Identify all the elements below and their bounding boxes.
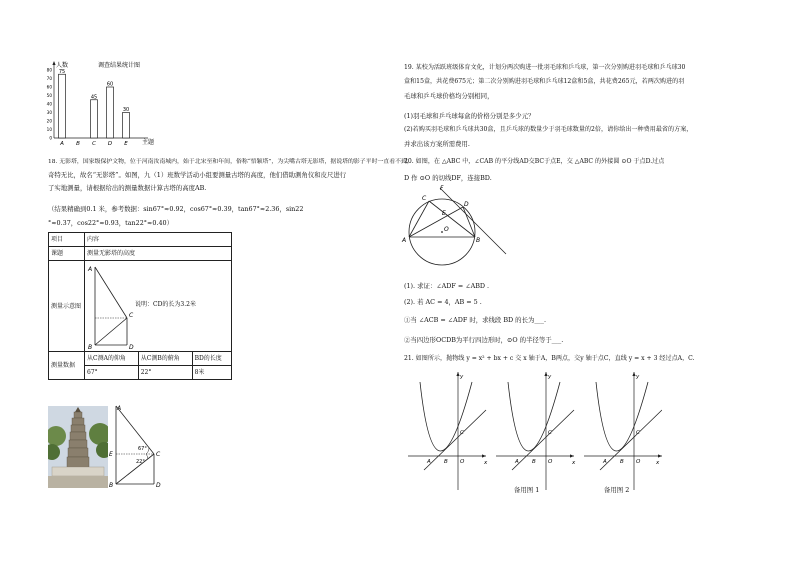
table-cell-angle-a-value: 67° bbox=[85, 366, 139, 380]
table-cell-angle-b-label: 从C测B的俯角 bbox=[138, 352, 192, 366]
table-cell-angle-a-label: 从C测A的仰角 bbox=[85, 352, 139, 366]
table-row-diagram-cell bbox=[85, 261, 232, 352]
q19-line2: 盒和15盒，共花费675元；第二次分别购进羽毛球和乒乓球12盒和5盒，共花费265元，若两次购进的羽 bbox=[404, 78, 685, 85]
q18-note2: °≈0.37，cos22°≈0.93，tan22°≈0.40） bbox=[48, 219, 173, 227]
q20-line1: 20. 如图，在 △ABC 中，∠CAB 的平分线AD交BC于点E，交 △ABC 的外接圆 ⊙O 于点D.过点 bbox=[404, 158, 665, 165]
q21-line1: 21. 如图所示，抛物线 y = x² + bx + c 交 x 轴于A，B两点，交y 轴于点C，直线 y = x + 3 经过点A，C. bbox=[404, 355, 695, 362]
spare-figure-1-caption: 备用图 1 bbox=[514, 486, 540, 494]
pagoda-label-b: B bbox=[109, 482, 114, 488]
circle-label-o: O bbox=[444, 226, 449, 233]
pagoda-angle-22: 22° bbox=[136, 459, 145, 465]
fig2-label-o: O bbox=[548, 459, 553, 465]
fig3-label-x: x bbox=[656, 460, 660, 466]
q19-part3: 并求出该方案所需费用. bbox=[404, 140, 470, 148]
pagoda-label-c: C bbox=[156, 451, 161, 458]
fig3-label-y: y bbox=[636, 374, 640, 380]
q18-line1: 18. 无影塔，国家级保护文物，位于河南汝南城内，始于北宋至和年间，俗称“悟颖塔”，为尖嘴古塔无影塔，据说塔的影子平时一直看不到， bbox=[48, 159, 413, 165]
table-row-topic-label: 课题 bbox=[49, 247, 85, 261]
fig2-label-y: y bbox=[548, 374, 552, 380]
chart-xlabel: 主题 bbox=[142, 139, 155, 146]
circle-label-f: F bbox=[440, 185, 444, 192]
pagoda-label-a: A bbox=[117, 405, 122, 412]
chart-y-tick-label: 70 bbox=[46, 76, 52, 82]
chart-x-tick-label: A bbox=[60, 141, 64, 147]
fig2-label-x: x bbox=[572, 460, 576, 466]
q20-part3: ①当 ∠ACB = ∠ADF 时，求线段 BD 的长为___. bbox=[404, 316, 546, 324]
pagoda-angle-67: 67° bbox=[138, 446, 147, 452]
q18-line2: 奇特无比，故名“无影塔”。如图，九（1）班数学活动小组要测量古塔的高度，他们借助测角仪和皮尺进行 bbox=[48, 171, 347, 179]
chart-title: 调查结果统计图 bbox=[98, 62, 141, 69]
measurement-table bbox=[48, 232, 232, 380]
chart-ylabel: 人数 bbox=[56, 62, 69, 69]
chart-y-tick-label: 0 bbox=[49, 135, 52, 141]
fig1-label-b: B bbox=[444, 459, 448, 465]
q19-line1: 19. 某校为活跃班级体育文化，计划分两次购进一批羽毛球和乒乓球，第一次分别购进羽毛球和乒乓球30 bbox=[404, 64, 686, 71]
spare-figure-2-caption: 备用图 2 bbox=[604, 486, 630, 494]
fig2-label-a: A bbox=[515, 459, 519, 465]
table-row-topic-value: 测量无影塔的高度 bbox=[85, 247, 232, 261]
fig3-label-a: A bbox=[603, 459, 607, 465]
q19-line3: 毛球和乒乓球价格均分别相同， bbox=[404, 92, 494, 100]
chart-x-tick-label: B bbox=[76, 141, 80, 147]
q18-line3: 了实地测量，请根据给出的测量数据计算古塔的高度AB. bbox=[48, 184, 207, 192]
fig1-label-a: A bbox=[427, 459, 431, 465]
chart-y-tick-label: 20 bbox=[46, 118, 52, 124]
pagoda-photo bbox=[48, 406, 108, 488]
chart-bar-e bbox=[123, 113, 130, 139]
pagoda-label-e: E bbox=[109, 451, 113, 458]
chart-y-tick-label: 60 bbox=[46, 84, 52, 90]
diagram-note: 说明：CD的长为3.2米 bbox=[135, 301, 196, 308]
circle-label-e: E bbox=[442, 210, 446, 217]
q19-part1: (1)羽毛球和乒乓球每盒的价格分别是多少元？ bbox=[404, 112, 535, 120]
chart-x-tick-label: E bbox=[124, 141, 128, 147]
chart-bar-a bbox=[59, 74, 66, 138]
diagram-label-d: D bbox=[129, 344, 134, 351]
q20-part1: (1). 求证：∠ADF = ∠ABD . bbox=[404, 282, 490, 290]
table-row-data-label: 测量数据 bbox=[49, 352, 85, 380]
q19-part2: (2)若购买羽毛球和乒乓球共30盒，且乒乓球的数量少于羽毛球数量的2倍，请你给出一种费用最省的方案， bbox=[404, 126, 693, 133]
chart-x-tick-label: D bbox=[107, 141, 113, 147]
table-header-content: 内容 bbox=[85, 233, 232, 247]
chart-y-tick-label: 10 bbox=[46, 127, 52, 133]
fig3-label-o: O bbox=[636, 459, 641, 465]
chart-data-label: 75 bbox=[58, 68, 66, 75]
fig1-label-x: x bbox=[484, 460, 488, 466]
diagram-label-c: C bbox=[129, 312, 134, 319]
q20-part2: (2). 若 AC = 4，AB = 5 . bbox=[404, 298, 482, 306]
circle-label-b: B bbox=[476, 237, 481, 244]
pagoda-label-d: D bbox=[156, 482, 161, 488]
chart-bar-d bbox=[107, 87, 114, 138]
circle-label-a: A bbox=[402, 237, 407, 244]
q20-part4: ②当四边形OCDB为平行四边形时，⊙O 的半径等于___. bbox=[404, 336, 564, 344]
circle-geometry-figure bbox=[400, 182, 530, 272]
chart-y-tick-label: 80 bbox=[46, 67, 52, 73]
q18-note1: （结果精确到0.1 米，参考数据：sin67°≈0.92，cos67°≈0.39，tan67°≈2.36，sin22 bbox=[48, 205, 304, 213]
chart-x-tick-label: C bbox=[92, 141, 96, 147]
chart-y-tick-label: 30 bbox=[46, 110, 52, 116]
fig3-label-c: C bbox=[636, 430, 640, 436]
q20-line2: D 作 ⊙O 的切线DF，连接BD. bbox=[404, 174, 492, 182]
fig3-label-b: B bbox=[620, 459, 624, 465]
table-row-diagram-label: 测量示意图 bbox=[49, 261, 85, 352]
circle-label-d: D bbox=[464, 201, 469, 208]
fig1-label-c: C bbox=[460, 430, 464, 436]
table-cell-angle-b-value: 22° bbox=[138, 366, 192, 380]
table-header-item: 项目 bbox=[49, 233, 85, 247]
chart-data-label: 60 bbox=[106, 81, 114, 88]
fig2-label-c: C bbox=[548, 430, 552, 436]
survey-bar-chart bbox=[40, 58, 200, 152]
fig2-label-b: B bbox=[532, 459, 536, 465]
circle-label-c: C bbox=[422, 195, 427, 202]
chart-y-tick-label: 50 bbox=[46, 93, 52, 99]
parabola-figures bbox=[406, 370, 662, 496]
table-cell-bd-value: 8米 bbox=[192, 366, 231, 380]
chart-data-label: 30 bbox=[122, 107, 130, 113]
diagram-label-b: B bbox=[88, 344, 93, 351]
chart-y-tick-label: 40 bbox=[46, 101, 52, 107]
fig1-label-o: O bbox=[460, 459, 465, 465]
table-cell-bd-label: BD的长度 bbox=[192, 352, 231, 366]
chart-data-label: 45 bbox=[90, 94, 98, 101]
fig1-label-y: y bbox=[460, 374, 464, 380]
pagoda-angle-diagram bbox=[108, 402, 170, 488]
diagram-label-a: A bbox=[88, 266, 93, 273]
chart-bar-c bbox=[91, 100, 98, 138]
